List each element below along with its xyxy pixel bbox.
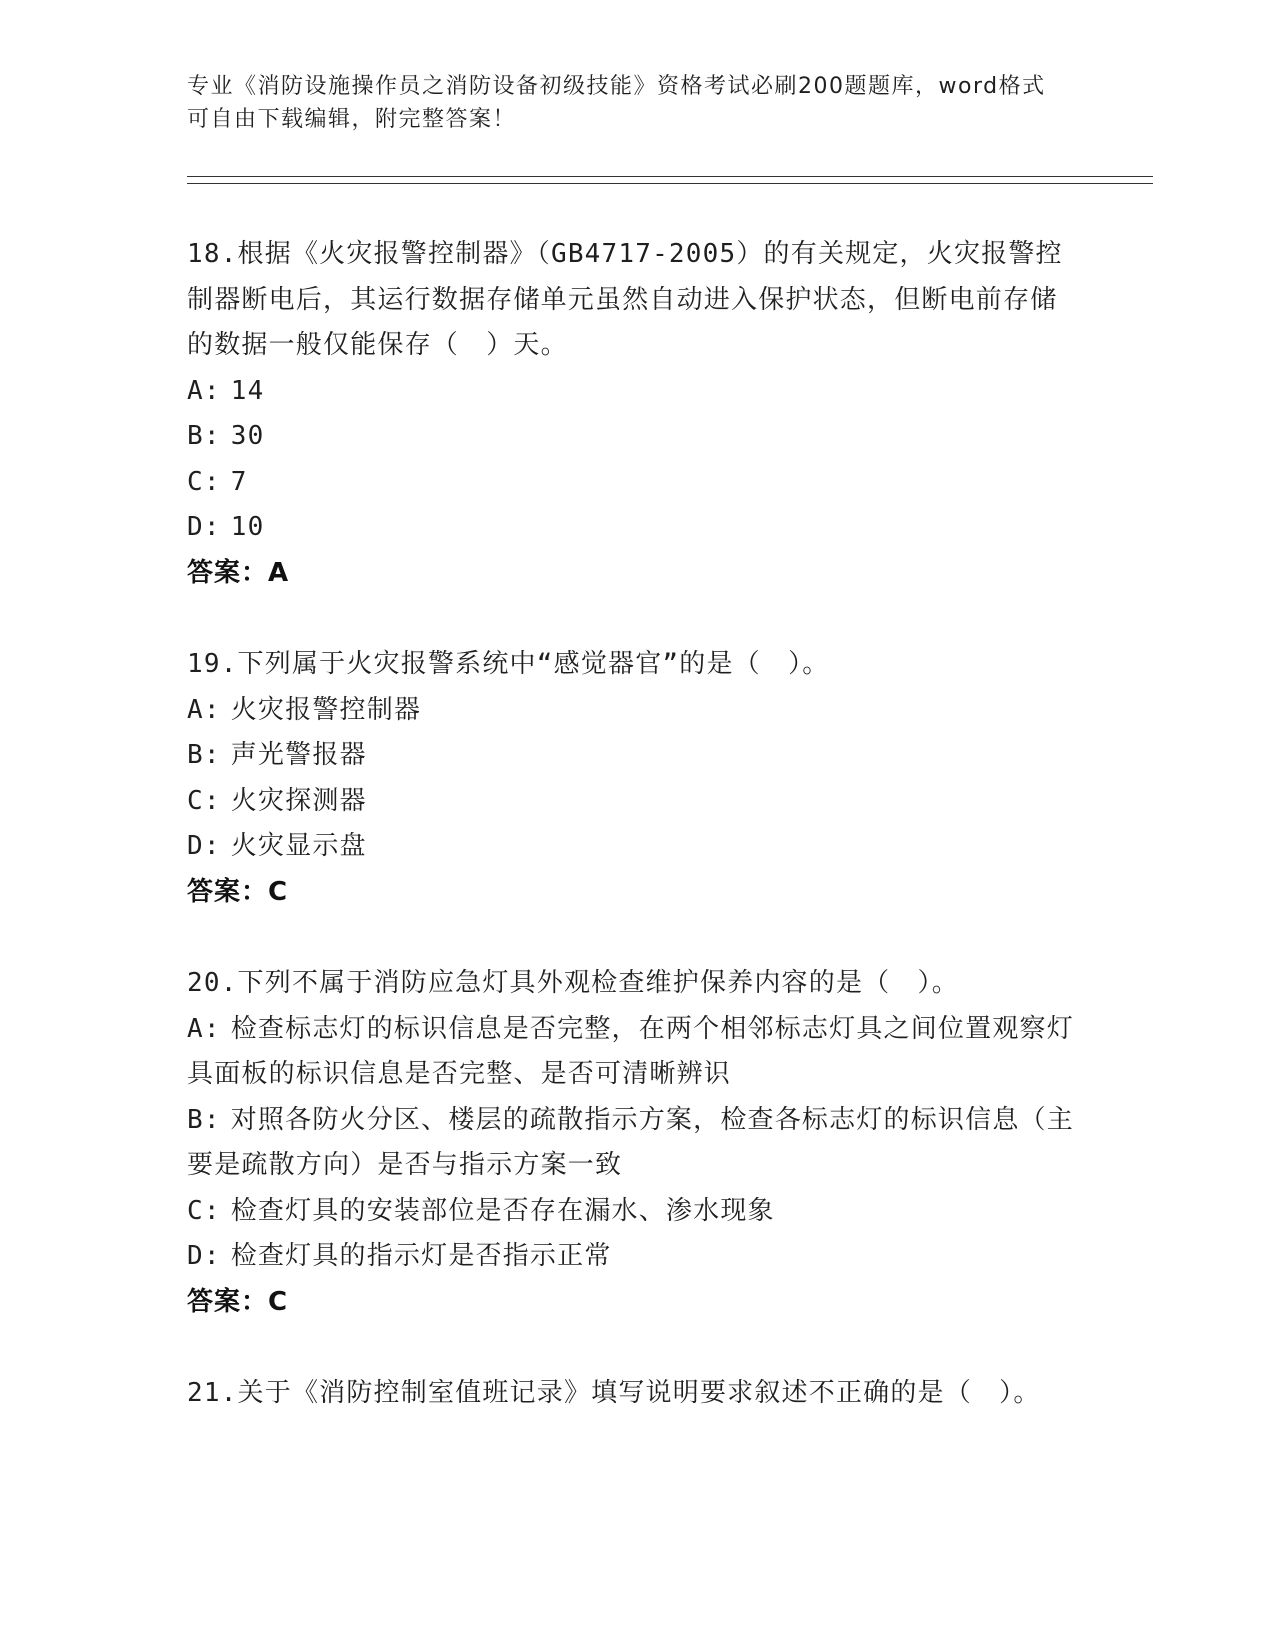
- question-list: [187, 232, 1087, 1463]
- option-c: [187, 1189, 1087, 1235]
- option-letter: C:: [187, 785, 221, 816]
- option-letter: D:: [187, 831, 221, 861]
- option-letter: C:: [187, 466, 221, 497]
- option-letter: A:: [187, 375, 221, 406]
- option-text: 火灾探测器: [230, 785, 367, 816]
- question-18: [187, 232, 1087, 596]
- document-header: 专业《消防设施操作员之消防设备初级技能》资格考试必刷200题题库，word格式可自由下载编辑，附完整答案！: [187, 74, 1046, 132]
- option-text: 14: [230, 375, 265, 406]
- option-a: [187, 688, 1087, 734]
- answer-line: 答案：C: [187, 1286, 289, 1317]
- option-text: 对照各防火分区、楼层的疏散指示方案，检查各标志灯的标识信息（主要是疏散方向）是否与指示方案一致: [187, 1104, 1074, 1180]
- question-stem: 21.关于《消防控制室值班记录》填写说明要求叙述不正确的是（ ）。: [187, 1378, 1041, 1408]
- option-text: 检查标志灯的标识信息是否完整，在两个相邻标志灯具之间位置观察灯具面板的标识信息是否完整、是否可清晰辨识: [187, 1013, 1074, 1089]
- answer-line: 答案：A: [187, 557, 290, 588]
- option-d: [187, 505, 1087, 551]
- option-d: [187, 1234, 1087, 1280]
- option-c: [187, 460, 1087, 506]
- option-text: 检查灯具的指示灯是否指示正常: [230, 1241, 612, 1271]
- option-b: [187, 1098, 1087, 1189]
- option-letter: A:: [187, 694, 221, 725]
- option-text: 检查灯具的安装部位是否存在漏水、渗水现象: [230, 1195, 775, 1226]
- option-text: 火灾报警控制器: [230, 694, 422, 725]
- option-text: 声光警报器: [230, 740, 367, 770]
- question-stem: 20.下列不属于消防应急灯具外观检查维护保养内容的是（ ）。: [187, 968, 959, 998]
- option-letter: D:: [187, 512, 221, 542]
- option-letter: B:: [187, 421, 221, 451]
- header-divider-top: [187, 176, 1153, 177]
- option-text: 火灾显示盘: [230, 831, 367, 861]
- option-letter: D:: [187, 1241, 221, 1271]
- option-text: 30: [230, 421, 265, 451]
- question-stem: 18.根据《火灾报警控制器》（GB4717-2005）的有关规定，火灾报警控制器断电后，其运行数据存储单元虽然自动进入保护状态，但断电前存储的数据一般仅能保存（ ）天。: [187, 239, 1063, 360]
- option-c: [187, 779, 1087, 825]
- header-divider-bottom: [187, 183, 1153, 184]
- question-20: [187, 961, 1087, 1325]
- option-b: [187, 733, 1087, 779]
- question-21: [187, 1371, 1087, 1417]
- option-text: 7: [230, 466, 248, 497]
- option-b: [187, 414, 1087, 460]
- option-letter: A:: [187, 1013, 221, 1044]
- option-letter: B:: [187, 740, 221, 770]
- option-a: [187, 369, 1087, 415]
- option-a: [187, 1007, 1087, 1098]
- option-text: 10: [230, 512, 265, 542]
- option-letter: B:: [187, 1104, 221, 1135]
- question-19: [187, 642, 1087, 915]
- answer-line: 答案：C: [187, 876, 289, 907]
- question-stem: 19.下列属于火灾报警系统中“感觉器官”的是（ ）。: [187, 649, 830, 679]
- option-d: [187, 824, 1087, 870]
- option-letter: C:: [187, 1195, 221, 1226]
